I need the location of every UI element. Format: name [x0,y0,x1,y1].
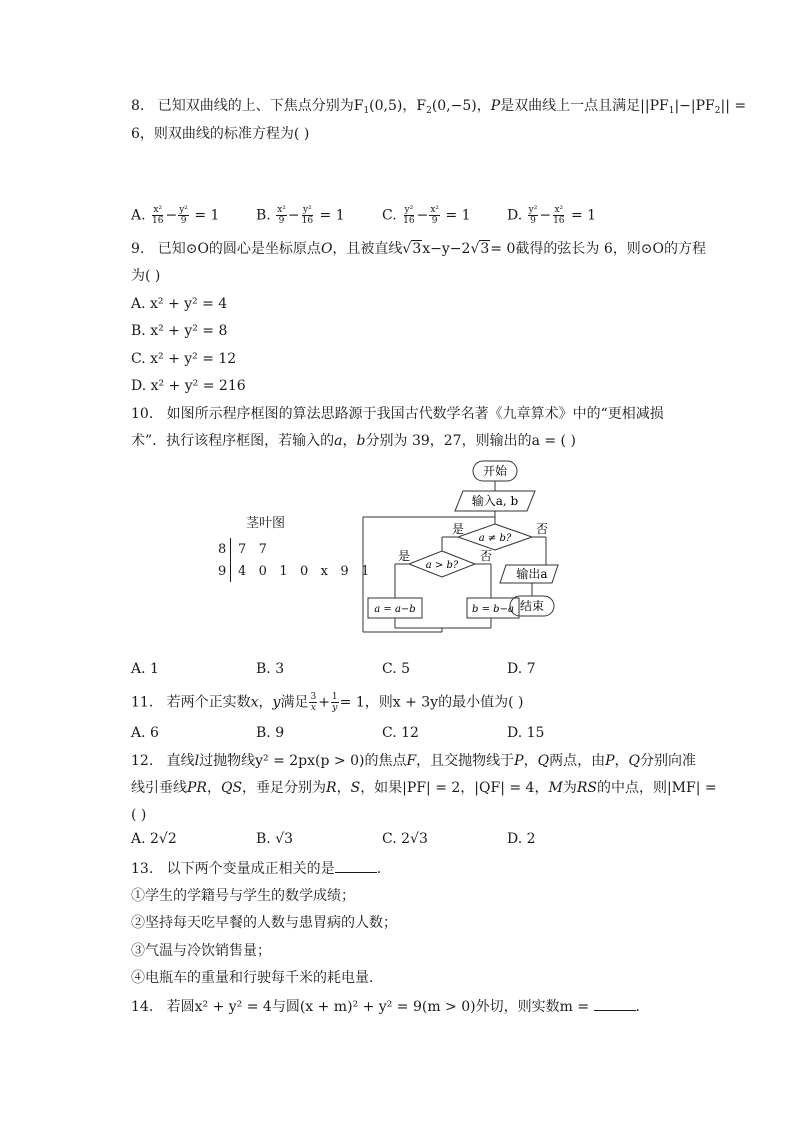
q8-option-a[interactable]: A. $\frac{\text{x²}}{16}$ − $\frac{\text{y²}}{9}$ = 1 [131,205,220,226]
flowchart-start-label: 开始 [482,464,508,478]
q12-stem-line3: ( ) [131,807,147,823]
q13-stem: 13. 以下两个变量成正相关的是 . [131,861,382,877]
q9-option-b[interactable]: B. x² + y² = 8 [131,323,228,339]
q11-option-a[interactable]: A. 6 [131,725,159,741]
stem-leaf-plot [214,508,370,588]
q11-option-d[interactable]: D. 15 [507,725,545,741]
q12-option-d[interactable]: D. 2 [507,831,536,847]
q10-stem-line2: 术”．执行该程序框图，若输入的a，b分别为 39，27，则输出的a = ( ) [131,433,576,449]
q11-number: 11. [131,694,154,711]
q8-stem-line2: 6，则双曲线的标准方程为( ) [131,126,310,142]
q10-option-b[interactable]: B. 3 [256,661,285,677]
q8-number: 8. [131,98,145,114]
q10-option-a[interactable]: A. 1 [131,661,159,677]
flowchart-right-process-label: b = b−a [472,604,514,615]
q9-option-c[interactable]: C. x² + y² = 12 [131,351,237,367]
flowchart-output-label: 输出a [516,567,548,581]
q12-stem-line1: 12. 直线l过抛物线y² = 2px(p > 0)的焦点F，且交抛物线于P，Q两点，由P，Q分别向准 [131,753,696,769]
q12-option-b[interactable]: B. √3 [256,831,294,847]
q10-stem-line1: 10. 如图所示程序框图的算法思路源于我国古代数学名著《九章算术》中的“更相减损 [131,406,664,422]
q12-number: 12. [131,753,154,769]
q9-option-d[interactable]: D. x² + y² = 216 [131,378,246,394]
stem-leaf-title: 茎叶图 [246,516,286,531]
q11-stem: 11. 若两个正实数x，y满足 $\frac{3}{x}$ + $\frac{1}{y}$ = 1，则x + 3y的最小值为( ) [131,692,524,713]
stem-row-2-stem: 9 [218,564,227,579]
flowchart-yes-1: 是 [452,522,465,536]
q8-option-b[interactable]: B. $\frac{\text{x²}}{9}$ − $\frac{\text{y²}}{16}$ = 1 [256,205,345,226]
q10-number: 10. [131,406,154,422]
stem-row-1-stem: 8 [218,542,227,557]
q12-stem-line2: 线引垂线PR，QS，垂足分别为R，S，如果|PF| = 2，|QF| = 4，M为RS的中点，则|MF| = [131,780,717,796]
flowchart-decision-2-label: a > b? [425,560,459,571]
q12-option-c[interactable]: C. 2√3 [382,831,428,847]
q13-item-3: ③气温与冷饮销售量； [131,943,271,959]
q10-option-d[interactable]: D. 7 [507,661,536,677]
q12-option-a[interactable]: A. 2√2 [131,831,177,847]
q13-item-4: ④电瓶车的重量和行驶每千米的耗电量． [131,970,383,986]
flowchart-no-1: 否 [536,522,549,536]
q9-stem-line2: 为( ) [131,268,161,284]
flowchart-no-2: 否 [480,549,493,563]
q8-stem-line1: 8. 已知双曲线的上、下焦点分别为$F_1(0,5)$，$F_2(0,-5)$，P是双曲线上一点且满足$||PF_1|-|PF_2||$ = [131,98,747,116]
q9-stem-line1: 9. 已知⊙O的圆心是坐标原点O，且被直线√3x−y−2√3= 0截得的弦长为 6，则⊙O的方程 [131,241,706,257]
q10-option-c[interactable]: C. 5 [382,661,411,677]
q9-option-a[interactable]: A. x² + y² = 4 [131,296,228,312]
flowchart-yes-2: 是 [398,549,411,563]
stem-leaf-divider [230,538,231,582]
q13-number: 13. [131,861,154,877]
q8-option-d[interactable]: D. $\frac{\text{y²}}{9}$ − $\frac{\text{x²}}{16}$ = 1 [507,205,597,226]
flowchart-left-process-label: a = a−b [374,604,416,615]
flowchart [360,458,560,638]
flowchart-input-label: 输入a, b [471,494,519,508]
q11-option-c[interactable]: C. 12 [382,725,419,741]
q14-stem: 14. 若圆x² + y² = 4与圆(x + m)² + y² = 9(m > 0)外切，则实数m = . [131,999,640,1015]
q13-answer-blank[interactable] [335,860,377,873]
flowchart-end-label: 结束 [519,599,545,613]
stem-row-2-leaves: 4 0 1 0 x 9 1 [238,564,370,579]
q14-number: 14. [131,999,154,1015]
q9-number: 9. [131,241,145,257]
q13-item-2: ②坚持每天吃早餐的人数与患胃病的人数； [131,915,397,931]
q11-option-b[interactable]: B. 9 [256,725,285,741]
flowchart-decision-1-label: a ≠ b? [478,533,512,544]
q14-answer-blank[interactable] [594,998,636,1011]
q13-item-1: ①学生的学籍号与学生的数学成绩； [131,888,355,904]
stem-row-1-leaves: 7 7 [238,542,267,557]
q8-option-c[interactable]: C. $\frac{\text{y²}}{16}$ − $\frac{\text{x²}}{9}$ = 1 [382,205,471,226]
